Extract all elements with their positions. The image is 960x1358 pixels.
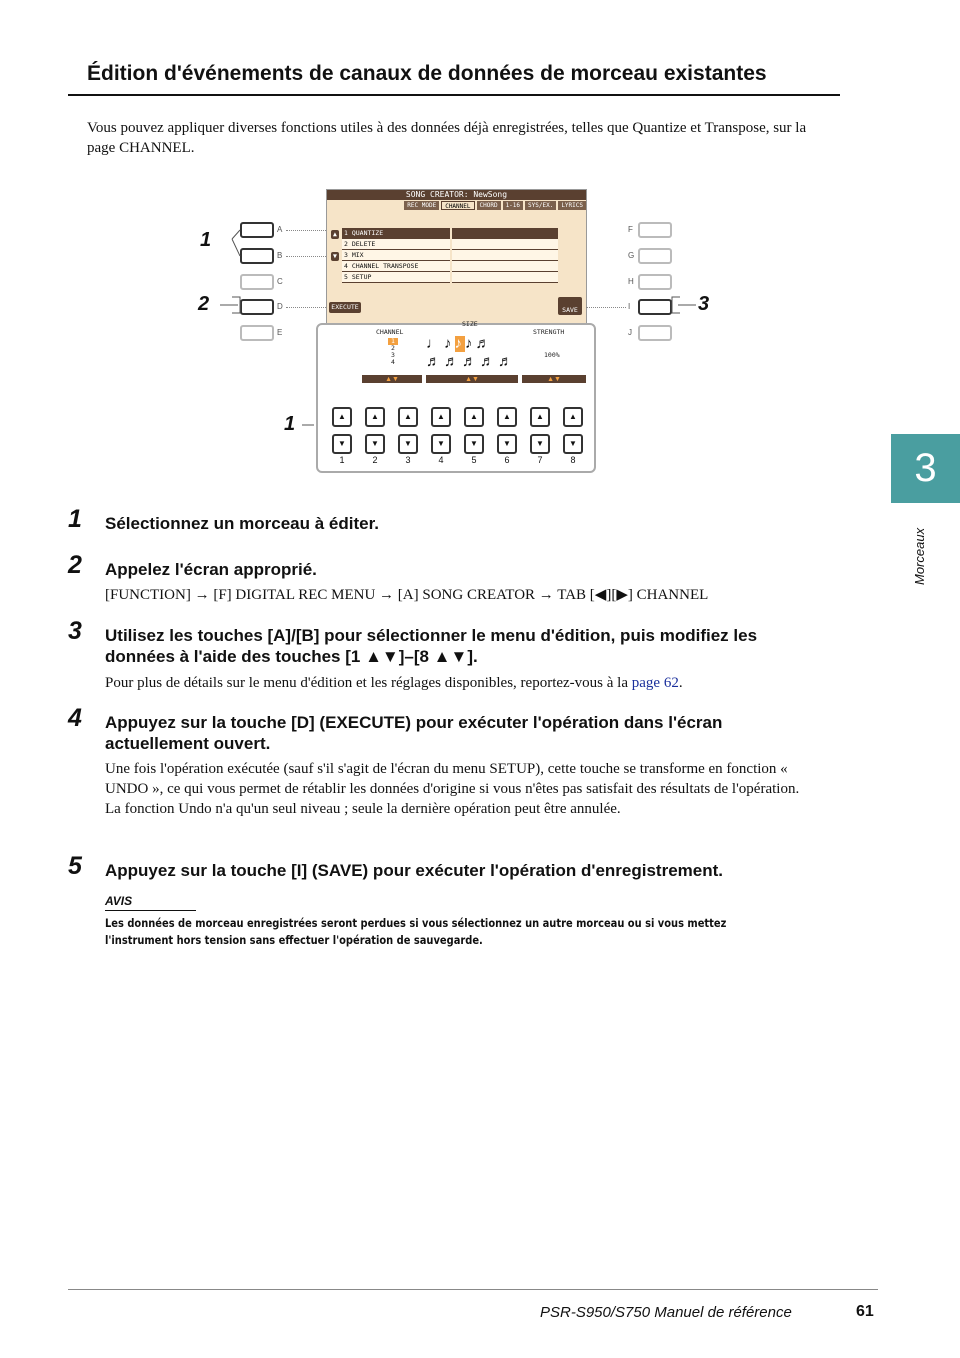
strength-arrows: ▲▼: [522, 375, 586, 383]
chapter-tab: 3: [891, 434, 960, 503]
up-button-5[interactable]: ▲: [464, 407, 484, 427]
step-heading: Appuyez sur la touche [D] (EXECUTE) pour exécuter l'opération dans l'écran actuellement ouvert.: [105, 713, 723, 753]
step-number: 4: [68, 704, 82, 732]
callout-1-top: 1: [200, 229, 212, 251]
size-arrows: ▲▼: [426, 375, 518, 383]
button-f-label: F: [628, 225, 633, 234]
panel-diagram: [190, 185, 730, 480]
tab-lyrics: LYRICS: [558, 201, 586, 210]
save-label: SAVE: [558, 297, 582, 315]
button-number: 7: [537, 455, 543, 465]
menu-item: 2 DELETE: [342, 239, 450, 250]
down-button-7[interactable]: ▼: [530, 434, 550, 454]
down-button-6[interactable]: ▼: [497, 434, 517, 454]
step-number: 1: [68, 505, 82, 533]
strength-label: STRENGTH: [533, 328, 565, 336]
channel-arrows: ▲▼: [362, 375, 422, 383]
down-button-4[interactable]: ▼: [431, 434, 451, 454]
step-heading: Appuyez sur la touche [I] (SAVE) pour exécuter l'opération d'enregistrement.: [105, 861, 723, 880]
execute-label: EXECUTE: [329, 302, 361, 313]
button-b-label: B: [277, 251, 283, 260]
avis-text: Les données de morceau enregistrées seront perdues si vous sélectionnez un autre morceau ou si vous mettez l'instrument hors tension sans effectuer l'opération de sauvegarde.: [105, 916, 727, 947]
button-h-label: H: [628, 277, 634, 286]
channel-value: 1: [388, 338, 398, 345]
chapter-name: Morceaux: [912, 527, 927, 585]
step-body-text: .: [678, 675, 683, 691]
channel-value: 3: [391, 351, 395, 359]
channel-label: CHANNEL: [376, 328, 404, 336]
button-j-label: J: [628, 328, 632, 337]
up-button-6[interactable]: ▲: [497, 407, 517, 427]
callout-1-bottom: 1: [284, 413, 296, 435]
step-number: 3: [68, 617, 82, 645]
up-button-4[interactable]: ▲: [431, 407, 451, 427]
button-g-label: G: [628, 251, 635, 260]
step-body: Une fois l'opération exécutée (sauf s'il s'agit de l'écran du menu SETUP), cette touche se transforme en fonction « UNDO », ce qui vous permet de rétablir les données d'origine si vous n'êtes pas satisfait des résultats de l'opération. La fonction Undo n'a qu'un seul niveau ; seule la dernière opération peut être annulée.: [105, 761, 800, 817]
page-number: 61: [856, 1303, 874, 1320]
step-number: 5: [68, 852, 82, 880]
step-body: [105, 673, 805, 693]
step-heading: Appelez l'écran approprié.: [105, 560, 317, 579]
note-size-icon: ♩♪♪♪♬ ♬♬♬♬♬: [426, 336, 516, 370]
button-number: 2: [372, 455, 378, 465]
step-heading: Utilisez les touches [A]/[B] pour sélectionner le menu d'édition, puis modifiez les données à l'aide des touches [1 ▲▼]–[8 ▲▼].: [105, 626, 758, 666]
tab-sysex: SYS/EX.: [525, 201, 556, 210]
avis-label: AVIS: [105, 894, 133, 908]
button-c-label: C: [277, 277, 283, 286]
page-title: Édition d'événements de canaux de données de morceau existantes: [87, 62, 767, 85]
tab-chord: CHORD: [477, 201, 501, 210]
scroll-up-icon: ▲: [331, 230, 339, 239]
menu-item: 4 CHANNEL TRANSPOSE: [342, 261, 450, 272]
menu-item: 1 QUANTIZE: [342, 228, 450, 239]
button-number: 6: [504, 455, 510, 465]
page-link[interactable]: page 62: [631, 675, 679, 691]
button-number: 1: [339, 455, 345, 465]
button-number: 8: [570, 455, 576, 465]
down-button-3[interactable]: ▼: [398, 434, 418, 454]
footer-rule: [68, 1289, 878, 1290]
step-body-text: Pour plus de détails sur le menu d'édition et les réglages disponibles, reportez-vous à la: [105, 675, 632, 691]
title-rule: [68, 94, 840, 96]
callout-2: 2: [198, 293, 210, 315]
intro-paragraph: Vous pouvez appliquer diverses fonctions utiles à des données déjà enregistrées, telles que Quantize et Transpose, sur la page CHANNEL.: [87, 120, 807, 156]
down-button-2[interactable]: ▼: [365, 434, 385, 454]
up-button-7[interactable]: ▲: [530, 407, 550, 427]
step-heading: Sélectionnez un morceau à éditer.: [105, 514, 379, 533]
avis-rule: [105, 910, 196, 911]
down-button-8[interactable]: ▼: [563, 434, 583, 454]
callout-3: 3: [698, 293, 710, 315]
up-button-8[interactable]: ▲: [563, 407, 583, 427]
channel-value: 4: [391, 358, 395, 366]
button-a-label: A: [277, 225, 283, 234]
size-label: SIZE: [462, 320, 478, 328]
button-d-label: D: [277, 302, 283, 311]
lower-panel: [316, 320, 596, 473]
menu-item: 5 SETUP: [342, 272, 450, 283]
channel-values: [388, 338, 398, 366]
menu-item: 3 MIX: [342, 250, 450, 261]
down-button-1[interactable]: ▼: [332, 434, 352, 454]
lcd-title: SONG CREATOR: NewSong: [327, 190, 586, 200]
button-number: 3: [405, 455, 411, 465]
footer-title: PSR-S950/S750 Manuel de référence: [540, 1304, 792, 1321]
scroll-down-icon: ▼: [331, 252, 339, 261]
button-i-label: I: [628, 302, 631, 311]
button-number: 5: [471, 455, 477, 465]
button-e-label: E: [277, 328, 283, 337]
up-button-1[interactable]: ▲: [332, 407, 352, 427]
button-number: 4: [438, 455, 444, 465]
down-button-5[interactable]: ▼: [464, 434, 484, 454]
step-body: [FUNCTION] → [F] DIGITAL REC MENU → [A] SONG CREATOR → TAB [◀][▶] CHANNEL: [105, 587, 709, 603]
up-button-2[interactable]: ▲: [365, 407, 385, 427]
strength-value: 100%: [544, 351, 560, 359]
tab-channel: CHANNEL: [441, 201, 474, 210]
tab-rec-mode: REC MODE: [404, 201, 439, 210]
channel-value: 2: [391, 344, 395, 352]
step-number: 2: [68, 551, 82, 579]
tab-1-16: 1-16: [503, 201, 523, 210]
up-button-3[interactable]: ▲: [398, 407, 418, 427]
